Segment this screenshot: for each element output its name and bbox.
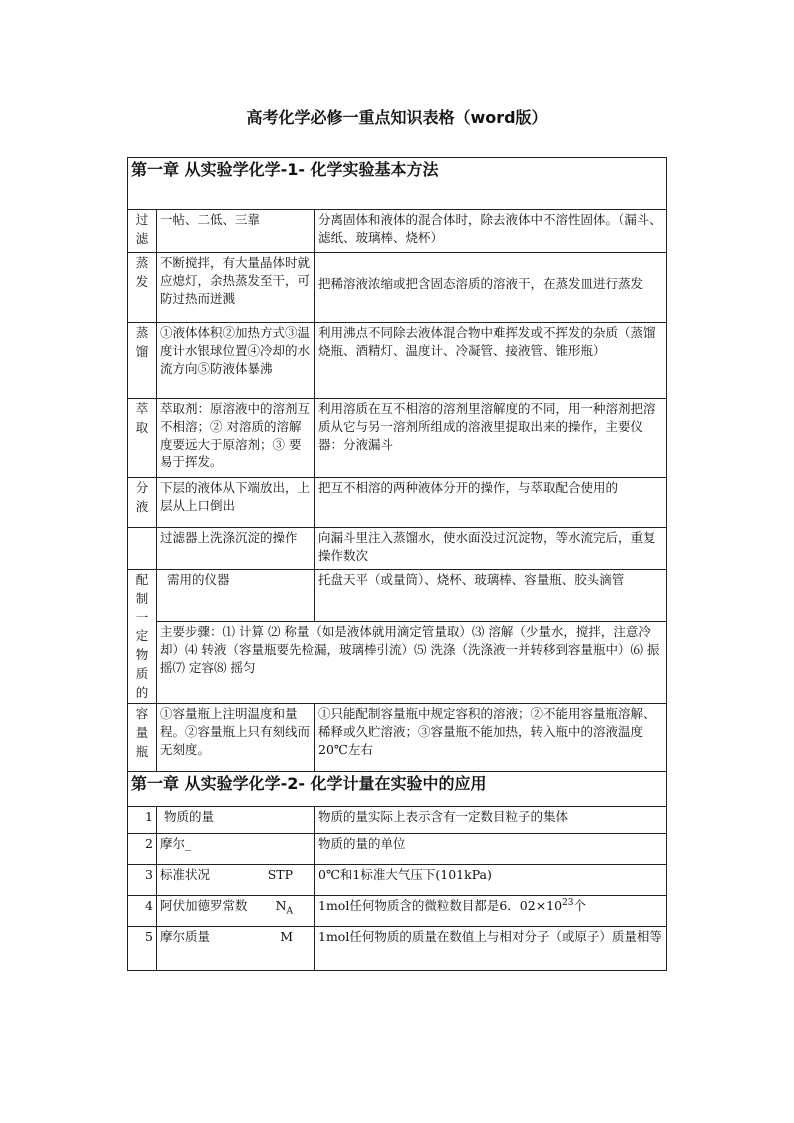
table-row bbox=[128, 622, 667, 704]
row-number: 4 bbox=[128, 896, 157, 927]
row-number: 5 bbox=[128, 927, 157, 971]
table-row bbox=[128, 896, 667, 927]
row-description: 向漏斗里注入蒸馏水，使水面没过沉淀物，等水流完后，重复操作数次 bbox=[315, 528, 667, 570]
term-description: 1mol任何物质含的微粒数目都是6．$02\times 10^{23}$个 bbox=[315, 896, 667, 927]
row-description: 利用沸点不同除去液体混合物中难挥发或不挥发的杂质（蒸馏烧瓶、酒精灯、温度计、冷凝管、接液管、锥形瓶） bbox=[315, 323, 667, 399]
row-notes: 萃取剂：原溶液中的溶剂互不相溶；② 对溶质的溶解度要远大于原溶剂；③ 要易于挥发。 bbox=[157, 399, 315, 478]
table-row bbox=[128, 834, 667, 865]
term-symbol: $N_A$ bbox=[275, 898, 293, 917]
term-description: 1mol任何物质的质量在数值上与相对分子（或原子）质量相等 bbox=[315, 927, 667, 971]
preparation-steps: 主要步骤：⑴ 计算 ⑵ 称量（如是液体就用滴定管量取）⑶ 溶解（少量水，搅拌，注意冷却）⑷ 转液（容量瓶要先检漏，玻璃棒引流）⑸ 洗涤（洗涤液一并转移到容量瓶中）⑹ 振摇⑺ 定容⑻ 摇匀 bbox=[157, 622, 667, 704]
term-name: 摩尔质量 bbox=[160, 929, 211, 945]
row-notes: 不断搅拌，有大量晶体时就应熄灯，余热蒸发至干，可防过热而迸溅 bbox=[157, 253, 315, 323]
table-row bbox=[128, 807, 667, 834]
row-description: 分离固体和液体的混合体时，除去液体中不溶性固体。（漏斗、滤纸、玻璃棒、烧杯） bbox=[315, 210, 667, 253]
table-row bbox=[128, 478, 667, 528]
row-description: 把稀溶液浓缩或把含固态溶质的溶液干，在蒸发皿进行蒸发 bbox=[315, 253, 667, 323]
section1-title: 第一章 从实验学化学-1- 化学实验基本方法 bbox=[128, 158, 667, 210]
row-description: ①只能配制容量瓶中规定容积的溶液；②不能用容量瓶溶解、稀释或久贮溶液；③容量瓶不能加热，转入瓶中的溶液温度20℃左右 bbox=[315, 704, 667, 772]
term-symbol: STP bbox=[267, 867, 293, 883]
table-row bbox=[128, 210, 667, 253]
row-notes: 需用的仪器 bbox=[157, 570, 315, 622]
table-row bbox=[128, 253, 667, 323]
row-label-evaporation: 蒸 发 bbox=[128, 253, 157, 323]
section-header-row bbox=[128, 772, 667, 807]
table-row bbox=[128, 399, 667, 478]
row-notes: 过滤器上洗涤沉淀的操作 bbox=[157, 528, 315, 570]
row-number: 1 bbox=[128, 807, 157, 834]
table-row bbox=[128, 704, 667, 772]
row-label-volumetric-flask: 容 量 瓶 bbox=[128, 704, 157, 772]
row-number: 2 bbox=[128, 834, 157, 865]
term-name: 物质的量 bbox=[157, 807, 315, 834]
row-notes: 下层的液体从下端放出，上层从上口倒出 bbox=[157, 478, 315, 528]
table-row bbox=[128, 570, 667, 622]
term-name: 标准状况 bbox=[160, 867, 211, 883]
row-notes: 一帖、二低、三靠 bbox=[157, 210, 315, 253]
term-name: 摩尔_ bbox=[157, 834, 315, 865]
row-label-solution-prep: 配 制 一 定 物 质 的 bbox=[128, 570, 157, 704]
knowledge-table bbox=[127, 157, 667, 971]
table-row bbox=[128, 927, 667, 971]
row-description: 利用溶质在互不相溶的溶剂里溶解度的不同，用一种溶剂把溶质从它与另一溶剂所组成的溶液里提取出来的操作，主要仪器：分液漏斗 bbox=[315, 399, 667, 478]
term-description: 物质的量实际上表示含有一定数目粒子的集体 bbox=[315, 807, 667, 834]
document-title: 高考化学必修一重点知识表格（word版） bbox=[246, 108, 548, 127]
row-label-filtration: 过 滤 bbox=[128, 210, 157, 253]
term-symbol: M bbox=[280, 929, 293, 945]
table-row bbox=[128, 528, 667, 570]
row-notes: ①液体体积②加热方式③温度计水银球位置④冷却的水流方向⑤防液体暴沸 bbox=[157, 323, 315, 399]
row-number: 3 bbox=[128, 865, 157, 896]
section2-title: 第一章 从实验学化学-2- 化学计量在实验中的应用 bbox=[128, 772, 667, 807]
term-name: 阿伏加德罗常数 bbox=[160, 898, 248, 914]
row-description: 把互不相溶的两种液体分开的操作，与萃取配合使用的 bbox=[315, 478, 667, 528]
row-description: 托盘天平（或量筒）、烧杯、玻璃棒、容量瓶、胶头滴管 bbox=[315, 570, 667, 622]
row-label-distillation: 蒸 馏 bbox=[128, 323, 157, 399]
term-description: 0℃和1标准大气压下(101kPa) bbox=[315, 865, 667, 896]
table-row bbox=[128, 323, 667, 399]
section-header-row bbox=[128, 158, 667, 210]
row-label-separation: 分 液 bbox=[128, 478, 157, 528]
row-label-empty bbox=[128, 528, 157, 570]
row-label-extraction: 萃 取 bbox=[128, 399, 157, 478]
table-row bbox=[128, 865, 667, 896]
term-description: 物质的量的单位 bbox=[315, 834, 667, 865]
row-notes: ①容量瓶上注明温度和量程。②容量瓶上只有刻线而无刻度。 bbox=[157, 704, 315, 772]
